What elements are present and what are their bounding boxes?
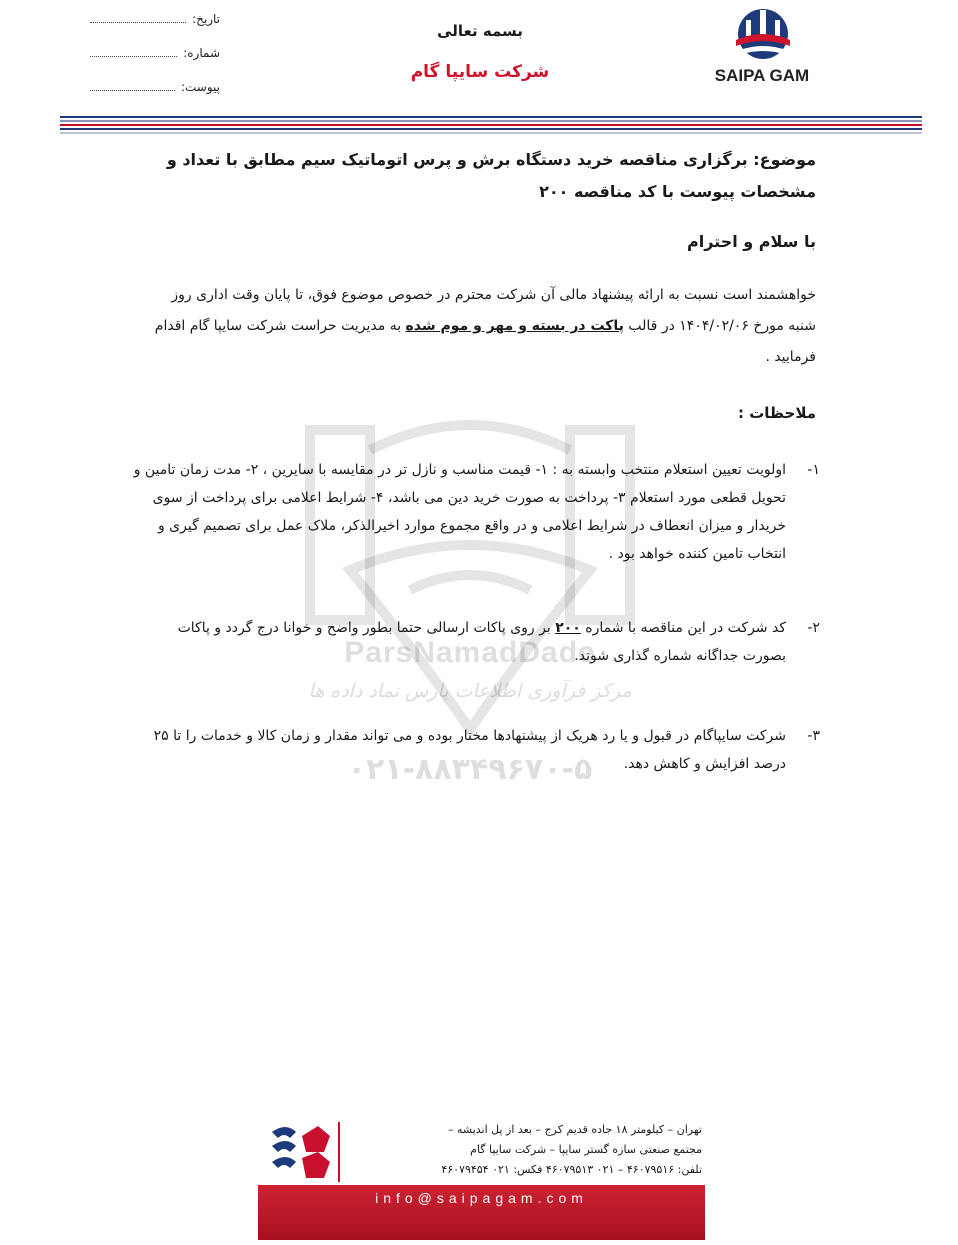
note-number: ۱- [807,462,820,478]
footer-address-line1: تهران – کیلومتر ۱۸ جاده قدیم کرج – بعد از پل اندیشه – [448,1123,702,1136]
attachment-dots [90,80,175,91]
greeting: با سلام و احترام [687,232,816,251]
basmala-heading: بسمه تعالی [437,22,523,40]
footer-phones: تلفن: ۴۶۰۷۹۵۱۶ – ۰۲۱ ۴۶۰۷۹۵۱۳ فکس: ۰۲۱ ۴۶۰۷۹۴۵۴ [441,1163,702,1176]
notes-title: ملاحظات : [737,404,816,422]
note-text: شرکت سایپاگام در قبول و یا رد هریک از پیشنهادها مختار بوده و می تواند مقدار و زمان کالا و خدمات را تا ۲۵ درصد افزایش و کاهش دهد. [153,728,786,772]
note-text [130,614,786,670]
date-field [90,12,220,26]
date-label: تاریخ: [192,12,220,26]
date-dots [90,12,186,23]
footer-email[interactable]: info@saipagam.com [375,1190,588,1206]
footer-separator [338,1122,340,1182]
watermark-persian: مرکز فرآوری اطلاعات پارس نماد داده ها [308,680,632,702]
note-text: اولویت تعیین استعلام منتخب وابسته به : ۱- قیمت مناسب و نازل تر در مقایسه با سایرین ، ۲- مدت زمان تامین و تحویل قطعی مورد استعلام ۳- پرداخت به صورت خرید دین می باشد، ۴- شرایط اعلامی برای پرداخت از سوی خریدار و میزان انعطاف در شرایط اعلامی و در واقع مجموع موارد اخیرالذکر، ملاک عمل برای تصمیم گیری و انتخاب تامین کننده خواهد بود . [133,462,786,562]
footer-logo [266,1122,334,1184]
number-field [90,46,220,60]
main-paragraph [140,280,816,373]
note-item-2 [130,614,820,670]
tender-code: ۲۰۰ [555,620,581,636]
number-label: شماره: [183,46,220,60]
header-divider-stripes [60,116,922,134]
attachment-field [90,80,220,94]
note-text-after: بر روی پاکات ارسالی حتما بطور واضح و خوانا درج گردد و پاکات بصورت جداگانه شماره گذاری شوند. [177,620,786,664]
footer-address-line2: مجتمع صنعتی سازه گستر سایپا – شرکت سایپا گام [470,1143,702,1156]
paragraph-underlined: پاکت در بسته و مهر و موم شده [405,318,624,334]
footer-address [342,1120,702,1180]
saipa-gam-logo-icon [708,6,818,68]
watermark-phone: ۰۲۱-۸۸۳۴۹۶۷۰-۵ [347,752,593,787]
note-item-3 [130,722,820,778]
logo-text: SAIPA GAM [714,66,810,85]
number-dots [90,46,177,57]
attachment-label: پیوست: [180,80,220,94]
note-item-1 [130,456,820,568]
note-text-before: کد شرکت در این مناقصه با شماره [580,620,786,636]
letter-subject: موضوع: برگزاری مناقصه خرید دستگاه برش و پرس اتوماتیک سیم مطابق با تعداد و مشخصات پیوست با کد مناقصه ۲۰۰ [166,150,816,201]
note-number: ۳- [807,728,820,744]
paragraph-part1: خواهشمند است نسبت به ارائه پیشنهاد مالی آن شرکت محترم در خصوص موضوع فوق، تا پایان وقت اداری روز شنبه مورخ ۱۴۰۴/۰۲/۰۶ در قالب [171,287,816,334]
note-number: ۲- [807,620,820,636]
company-name: شرکت سایپا گام [410,62,550,82]
paragraph-part2: به مدیریت حراست شرکت سایپا گام اقدام فرمایید . [154,318,816,365]
footer-logo-icon [266,1122,334,1184]
watermark-latin: ParsNamadDade [344,636,596,669]
